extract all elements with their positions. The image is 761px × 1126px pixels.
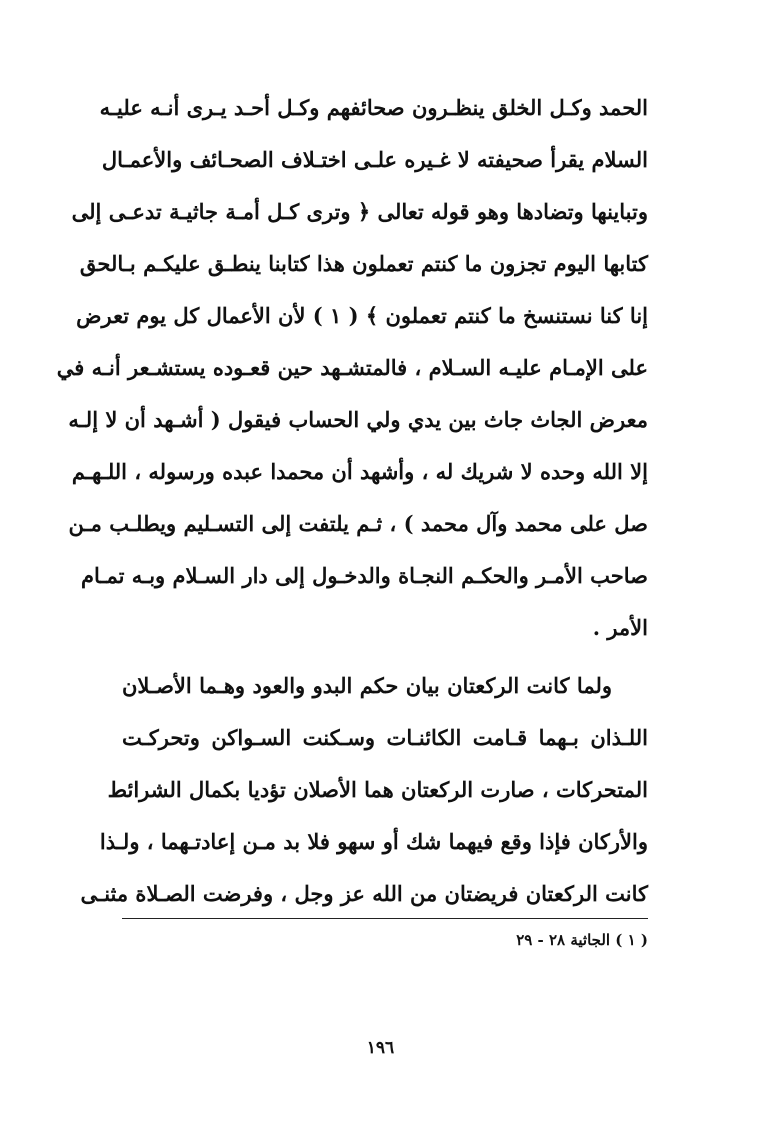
text-line: اللـذان بـهما قـامت الكائنـات وسـكنت السـواكن وتحركـت xyxy=(122,725,648,750)
text-line: معرض الجاث جاث بين يدي ولي الحساب فيقول ( أشـهد أن لا إلـه xyxy=(68,407,648,432)
footnote: ( ١ ) الجاثية ٢٨ - ٢٩ xyxy=(516,931,648,949)
footnote-divider xyxy=(122,918,648,919)
page-number: ١٩٦ xyxy=(366,1038,395,1058)
text-line: المتحركات ، صارت الركعتان هما الأصلان تؤديا بكمال الشرائط xyxy=(107,777,648,802)
text-line: كانت الركعتان فريضتان من الله عز وجل ، وفرضت الصـلاة مثنـى xyxy=(80,881,648,906)
text-line: على الإمـام عليـه السـلام ، فالمتشـهد حين قعـوده يستشـعر أنـه في xyxy=(56,355,648,380)
text-line: كتابها اليوم تجزون ما كنتم تعملون هذا كتابنا ينطـق عليكـم بـالحق xyxy=(79,251,648,276)
text-line: الحمد وكـل الخلق ينظـرون صحائفهم وكـل أحـد يـرى أنـه عليـه xyxy=(99,95,648,120)
text-line: إلا الله وحده لا شريك له ، وأشهد أن محمدا عبده ورسوله ، اللـهـم xyxy=(71,459,648,484)
text-line: ولما كانت الركعتان بيان حكم البدو والعود وهـما الأصـلان xyxy=(122,673,612,698)
text-line: صل على محمد وآل محمد ) ، ثـم يلتفت إلى التسـليم ويطلـب مـن xyxy=(68,511,648,536)
text-line: السلام يقرأ صحيفته لا غـيره علـى اختـلاف الصحـائف والأعمـال xyxy=(101,147,648,172)
body-text xyxy=(56,82,648,920)
text-line: صاحب الأمـر والحكـم النجـاة والدخـول إلى دار السـلام وبـه تمـام xyxy=(80,563,648,588)
text-line: والأركان فإذا وقع فيهما شك أو سهو فلا بد مـن إعادتـهما ، ولـذا xyxy=(99,829,648,854)
text-line: الأمر . xyxy=(592,615,648,640)
text-line: إنا كنا نستنسخ ما كنتم تعملون ﴾ ( ١ ) لأن الأعمال كل يوم تعرض xyxy=(76,303,648,328)
text-line: وتباينها وتضادها وهو قوله تعالى ﴿ وترى كـل أمـة جاثيـة تدعـى إلى xyxy=(71,199,648,224)
